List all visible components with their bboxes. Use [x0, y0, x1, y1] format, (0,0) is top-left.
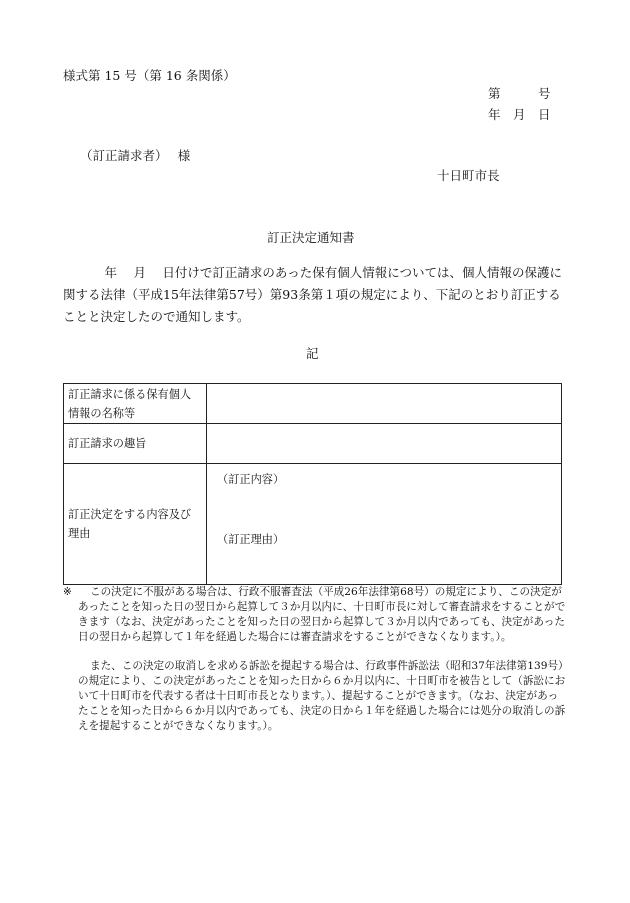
row3-value: [207, 464, 562, 585]
form-number: 様式第 15 号（第 16 条関係）: [63, 68, 236, 83]
row3-label: 訂正決定をする内容及び理由: [64, 464, 207, 585]
correction-reason-label: （訂正理由）: [217, 533, 285, 546]
note-paragraph-1: この決定に不服がある場合は、行政不服審査法（平成26年法律第68号）の規定により、この決定があったことを知った日の翌日から起算して３か月以内に、十日町市長に対して審査請求をすることができます（なお、決定があったことを知った日の翌日から起算して３か月以内であっても、決定があった日の翌日から起算して１年を経過した場合には審査請求をすることができなくなります。）。: [78, 586, 566, 643]
issue-date: 年 月 日: [488, 107, 551, 122]
row2-label: 訂正請求の趣旨: [64, 424, 207, 464]
document-title: 訂正決定通知書: [267, 230, 355, 245]
row1-label: 訂正請求に係る保有個人情報の名称等: [64, 384, 207, 424]
notice-body: 年 月 日付けで訂正請求のあった保有個人情報については、個人情報の保護に関する法律（平成15年法律第57号）第93条第１項の規定により、下記のとおり訂正することと決定したので通知します。: [63, 265, 563, 324]
correction-content-label: （訂正内容）: [217, 473, 285, 486]
document-number: 第 号: [488, 86, 551, 101]
note-paragraph-2: また、この決定の取消しを求める訴訟を提起する場合は、行政事件訴訟法（昭和37年法律第139号）の規定により、この決定があったことを知った日から６か月以内に、十日町市を被告として（訴訟において十日町市を代表する者は十日町市長となります。）、提起することができます。（なお、決定があったことを知った日から６か月以内であっても、決定の日から１年を経過した場合には処分の取消しの訴えを提起することができなくなります。）。: [78, 660, 566, 732]
row2-value: [207, 424, 562, 464]
issuer: 十日町市長: [437, 168, 500, 183]
note-mark: ※: [63, 586, 72, 598]
ki-heading: 記: [306, 346, 319, 361]
decision-table: [63, 383, 562, 585]
row1-value: [207, 384, 562, 424]
recipient: （訂正請求者） 様: [80, 148, 191, 163]
